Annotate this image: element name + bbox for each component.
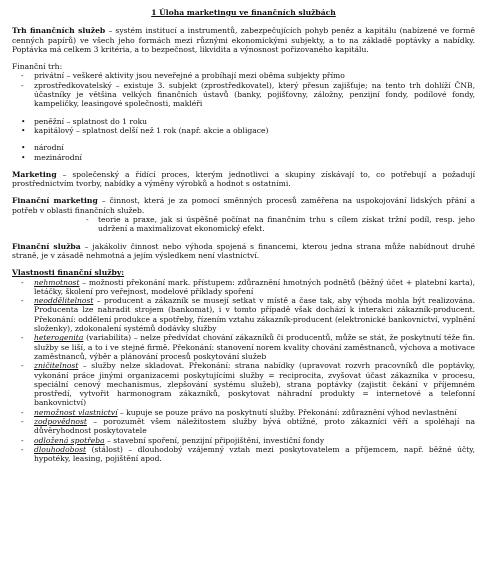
term-marketing: Marketing: [12, 169, 57, 179]
heading-financni-trh: Finanční trh:: [12, 62, 63, 72]
term-financni-sluzba: Finanční služba: [12, 241, 81, 251]
item-text: – možnosti překonání mark. přístupem: zdůraznění hmotných podnětů (běžný účet + platební karta), letáčky, školení pro veřejnost, modelové příklady spoření: [34, 277, 475, 296]
paragraph-financni-sluzba: [12, 242, 475, 261]
list-item: - zprostředkovatelský – existuje 3. subjekt (zprostředkovatel), který přesun zajišťuje; na tento trh dohlíží ČNB, účastníky je většina velkých finančních ústavů (banky, pojišťovny, záložny, penzijní fondy, podílové fondy, kampeličky, leasingové společnosti, makléři: [12, 81, 475, 109]
item-term: dlouhodobost: [34, 444, 87, 454]
list-item: • peněžní – splatnost do 1 roku: [12, 117, 475, 126]
list-item: [12, 296, 475, 333]
list-splatnost: [12, 117, 475, 136]
item-text: – producent a zákazník se musejí setkat v místě a čase tak, aby výhoda mohla být realizována. Producenta lze nahradit strojem (bankomat), i v tomto případě však dochází k interakci zákazník-producent. Překonání: oddělení produkce a spotřeby, řízením vztahu zákazník-producent (elektronické bankovnictví, vyplnění složenky), zdokonalení systémů dodávky služby: [34, 296, 475, 334]
term-financni-marketing: Finanční marketing: [12, 196, 98, 206]
list-item: [12, 361, 475, 407]
item-text: – stavební spoření, penzijní připojištění, investiční fondy: [104, 435, 325, 445]
text-financni-sluzba: – jakákoliv činnost nebo výhoda spojená s financemi, kterou jedna strana může nabídnout druhé straně, je v zásadě nehmotná a jejím výsledkem není vlastnictví.: [12, 241, 476, 260]
item-text: – kupuje se pouze právo na poskytnutí služby. Překonání: zdůraznění výhod nevlastnění: [117, 407, 457, 417]
item-text: – porozumět všem náležitostem služby bývá obtížné, proto zákazníci věří a spoléhají na důvěryhodnost poskytovatele: [34, 416, 475, 436]
subitem-financni-marketing: - teorie a praxe, jak si úspěšně počínat na finančním trhu s cílem získat tržní podíl, resp. jeho udržení a maximalizovat ekonomický efekt.: [12, 215, 475, 234]
list-item: [12, 436, 475, 445]
list-item: • národní: [12, 143, 475, 152]
list-item: [12, 445, 475, 464]
page-title: 1 Úloha marketingu ve finančních službách: [151, 8, 336, 17]
text-marketing: – společenský a řídící proces, kterým jednotlivci a skupiny získávají to, co potřebují a požadují prostřednictvím tvorby, nabídky a výměny výrobků a hodnot s ostatními.: [12, 169, 475, 189]
list-item: [12, 278, 475, 297]
list-item: [12, 417, 475, 436]
item-term: heterogenita: [34, 333, 84, 343]
list-item: [12, 333, 475, 361]
list-uzemi: [12, 143, 475, 162]
list-item: - privátní – veškeré aktivity jsou neveřejné a probíhají mezi oběma subjekty přímo: [12, 71, 475, 80]
heading-vlastnosti: [12, 268, 475, 277]
term-trh: Trh finančních služeb: [12, 26, 106, 36]
text-financni-marketing: – činnost, která je za pomocí směnných procesů zaměřena na uspokojování lidských přání a potřeb v oblasti finančních služeb.: [12, 196, 475, 215]
heading-vlastnosti-text: Vlastnosti finanční služby:: [12, 268, 125, 278]
list-vlastnosti: [12, 278, 475, 464]
list-item: [12, 408, 475, 417]
item-text: – služby nelze skladovat. Překonání: strana nabídky (upravovat rozvrh pracovníků dle poptávky, vykonání práce jinými organizacemi poskytujícími služby = reciprocita, zvyšovat účast zákazníka v procesu, speciální cenový mechanismus, zlepšování systému služeb), strana poptávky (zajistit čekání v příjemném prostředí, vytvořit harmonogram zákazníků, poskytovat náhradní produkty = internetové a telefonní bankovnictví): [34, 361, 475, 408]
item-text: (stálost) – dlouhodobý vzájemný vztah mezi poskytovatelem a příjemcem, např. běžné účty, hypotéky, leasing, pojištění apod.: [34, 444, 475, 464]
item-text: (variabilita) – nelze předvídat chování zákazníků či producentů, může se stát, že poskytnutí téže fin. služby se liší, a to i ve stejné firmě. Překonání: stanovení norem kvality chování zaměstnanců, výchova a motivace zaměstnanců, výběr a plánování procesů poskytování služeb: [34, 333, 475, 361]
paragraph-financni-marketing: [12, 196, 475, 215]
list-item: • kapitálový – splatnost delší než 1 rok (např. akcie a obligace): [12, 126, 475, 135]
list-item: • mezinárodní: [12, 153, 475, 162]
item-term: zodpovědnost: [34, 416, 87, 426]
item-term: nehmotnost: [34, 277, 80, 287]
item-term: odložená spotřeba: [34, 435, 105, 445]
text-trh: – systém institucí a instrumentů, zabezpečujících pohyb peněz a kapitálu (nabízené ve formě cenných papírů) ve všech jeho formách mezi různými ekonomickými subjekty, a to na základě poptávky a nabídky. Poptávka má celkem 3 kritéria, a to bezpečnost, likvidita a výnosnost pořizovaného kapitálu.: [12, 26, 475, 54]
item-term: zničitelnost: [34, 361, 79, 371]
paragraph-trh: [12, 26, 475, 54]
item-term: neoddělitelnost: [34, 296, 94, 306]
paragraph-marketing: [12, 170, 475, 189]
item-term: nemožnost vlastnictví: [34, 407, 118, 417]
list-financni-trh: [12, 71, 475, 108]
